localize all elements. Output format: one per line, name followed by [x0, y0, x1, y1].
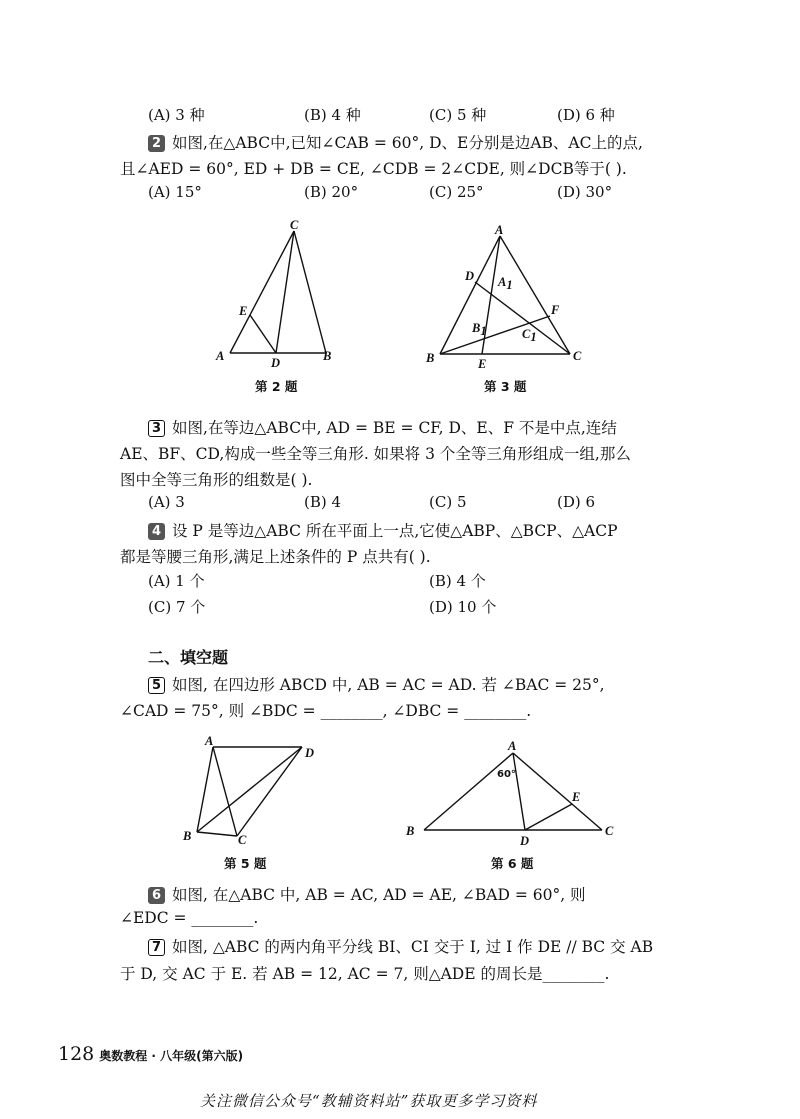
- fig3-label-f: F: [551, 303, 560, 317]
- q2-number-badge: 2: [148, 135, 165, 152]
- q1-option-a: (A) 3 种: [148, 106, 205, 124]
- q3-option-b: (B) 4: [304, 493, 342, 511]
- fig5-label-d: D: [305, 746, 315, 760]
- q2-text-1: 如图,在△ABC中,已知∠CAB = 60°, D、E分别是边AB、AC上的点,: [172, 134, 643, 152]
- fig3-label-b1: B1: [472, 321, 487, 338]
- q5-number-badge: 5: [148, 677, 165, 694]
- fig5-side-ab: [197, 747, 213, 832]
- q4-line-1: [148, 519, 618, 541]
- q3-option-d: (D) 6: [557, 493, 596, 511]
- fig6-label-c: C: [605, 824, 614, 838]
- fig6-label-e: E: [572, 790, 581, 804]
- q1-option-c: (C) 5 种: [429, 106, 487, 124]
- fig3-label-d: D: [465, 269, 475, 283]
- q4-number-badge: 4: [148, 523, 165, 540]
- q3-line-2: AE、BF、CD,构成一些全等三角形. 如果将 3 个全等三角形组成一组,那么: [120, 445, 631, 463]
- fig2-label-b: B: [323, 349, 332, 363]
- fig3-label-e: E: [478, 357, 487, 371]
- fig6-label-a: A: [508, 739, 517, 753]
- page-number: 128: [58, 1043, 95, 1065]
- fig2-side-bc: [294, 231, 326, 353]
- fig5-side-bc: [197, 832, 237, 836]
- fig5-diagonal-ac: [213, 747, 237, 836]
- fig3-label-a1: A1: [498, 275, 513, 292]
- q4-option-a: (A) 1 个: [148, 572, 205, 590]
- fig3-label-c1: C1: [522, 327, 537, 344]
- fig6-segment-de: [525, 804, 572, 830]
- figure-2: [210, 215, 350, 375]
- page-footer: [58, 1043, 243, 1065]
- q7-line-2: 于 D, 交 AC 于 E. 若 AB = 12, AC = 7, 则△ADE 的周长是________.: [120, 965, 610, 983]
- q6-line-1: [148, 883, 586, 905]
- q2-option-a: (A) 15°: [148, 183, 202, 201]
- q4-line-2: 都是等腰三角形,满足上述条件的 P 点共有( ).: [120, 548, 431, 566]
- q4-option-d: (D) 10 个: [429, 598, 497, 616]
- q5-line-2: ∠CAD = 75°, 则 ∠BDC = ________, ∠DBC = ________.: [120, 702, 532, 720]
- q7-number-badge: 7: [148, 939, 165, 956]
- figure-3-caption: 第 3 题: [484, 379, 527, 394]
- fig6-angle-label: 60°: [497, 769, 516, 780]
- q4-text-1: 设 P 是等边△ABC 所在平面上一点,它使△ABP、△BCP、△ACP: [172, 522, 618, 540]
- fig3-segment-dc: [475, 282, 570, 354]
- q4-option-c: (C) 7 个: [148, 598, 206, 616]
- fig6-side-ab: [424, 753, 513, 830]
- figure-6: [400, 735, 620, 848]
- book-title: 奥数教程 · 八年级(第六版): [99, 1049, 244, 1063]
- fig2-label-a: A: [216, 349, 225, 363]
- q2-line-1: [148, 131, 643, 153]
- fig2-label-e: E: [239, 304, 248, 318]
- q1-option-d: (D) 6 种: [557, 106, 615, 124]
- q2-option-d: (D) 30°: [557, 183, 613, 201]
- q2-line-2: 且∠AED = 60°, ED + DB = CE, ∠CDB = 2∠CDE, 则∠DCB等于( ).: [120, 160, 627, 178]
- q6-text-1: 如图, 在△ABC 中, AB = AC, AD = AE, ∠BAD = 60°, 则: [172, 886, 586, 904]
- q7-line-1: [148, 935, 653, 957]
- figure-5-caption: 第 5 题: [224, 856, 267, 871]
- q3-text-1: 如图,在等边△ABC中, AD = BE = CF, D、E、F 不是中点,连结: [172, 419, 617, 437]
- q1-option-b: (B) 4 种: [304, 106, 361, 124]
- figure-6-caption: 第 6 题: [491, 856, 534, 871]
- figure-3: [420, 220, 600, 370]
- fig2-label-d: D: [271, 356, 281, 370]
- fig3-label-c: C: [573, 349, 582, 363]
- fig2-label-c: C: [290, 218, 299, 232]
- fig6-segment-ad: [513, 753, 525, 830]
- watermark-notice: 关注微信公众号“教辅资料站”获取更多学习资料: [200, 1092, 538, 1110]
- fig6-label-b: B: [406, 824, 415, 838]
- q2-option-b: (B) 20°: [304, 183, 359, 201]
- fig5-label-c: C: [238, 833, 247, 847]
- figure-2-caption: 第 2 题: [255, 379, 298, 394]
- q2-option-c: (C) 25°: [429, 183, 484, 201]
- q3-option-a: (A) 3: [148, 493, 185, 511]
- fig6-label-d: D: [520, 834, 530, 848]
- fig5-label-b: B: [183, 829, 192, 843]
- fig3-label-b: B: [426, 351, 435, 365]
- q5-line-1: [148, 673, 605, 695]
- q7-text-1: 如图, △ABC 的两内角平分线 BI、CI 交于 I, 过 I 作 DE // BC 交 AB: [172, 938, 654, 956]
- q6-line-2: ∠EDC = ________.: [120, 909, 259, 927]
- fig5-label-a: A: [205, 734, 214, 748]
- q6-number-badge: 6: [148, 887, 165, 904]
- section-title-fill-in: 二、填空题: [148, 648, 229, 667]
- fig6-side-ac: [513, 753, 602, 830]
- q4-option-b: (B) 4 个: [429, 572, 486, 590]
- q3-line-3: 图中全等三角形的组数是( ).: [120, 471, 313, 489]
- figure-5: [175, 730, 335, 850]
- q3-number-badge: 3: [148, 420, 165, 437]
- q5-text-1: 如图, 在四边形 ABCD 中, AB = AC = AD. 若 ∠BAC = 25°,: [172, 676, 605, 694]
- q3-line-1: [148, 416, 617, 438]
- fig2-segment-ed: [250, 315, 276, 353]
- q3-option-c: (C) 5: [429, 493, 467, 511]
- fig3-label-a: A: [495, 223, 504, 237]
